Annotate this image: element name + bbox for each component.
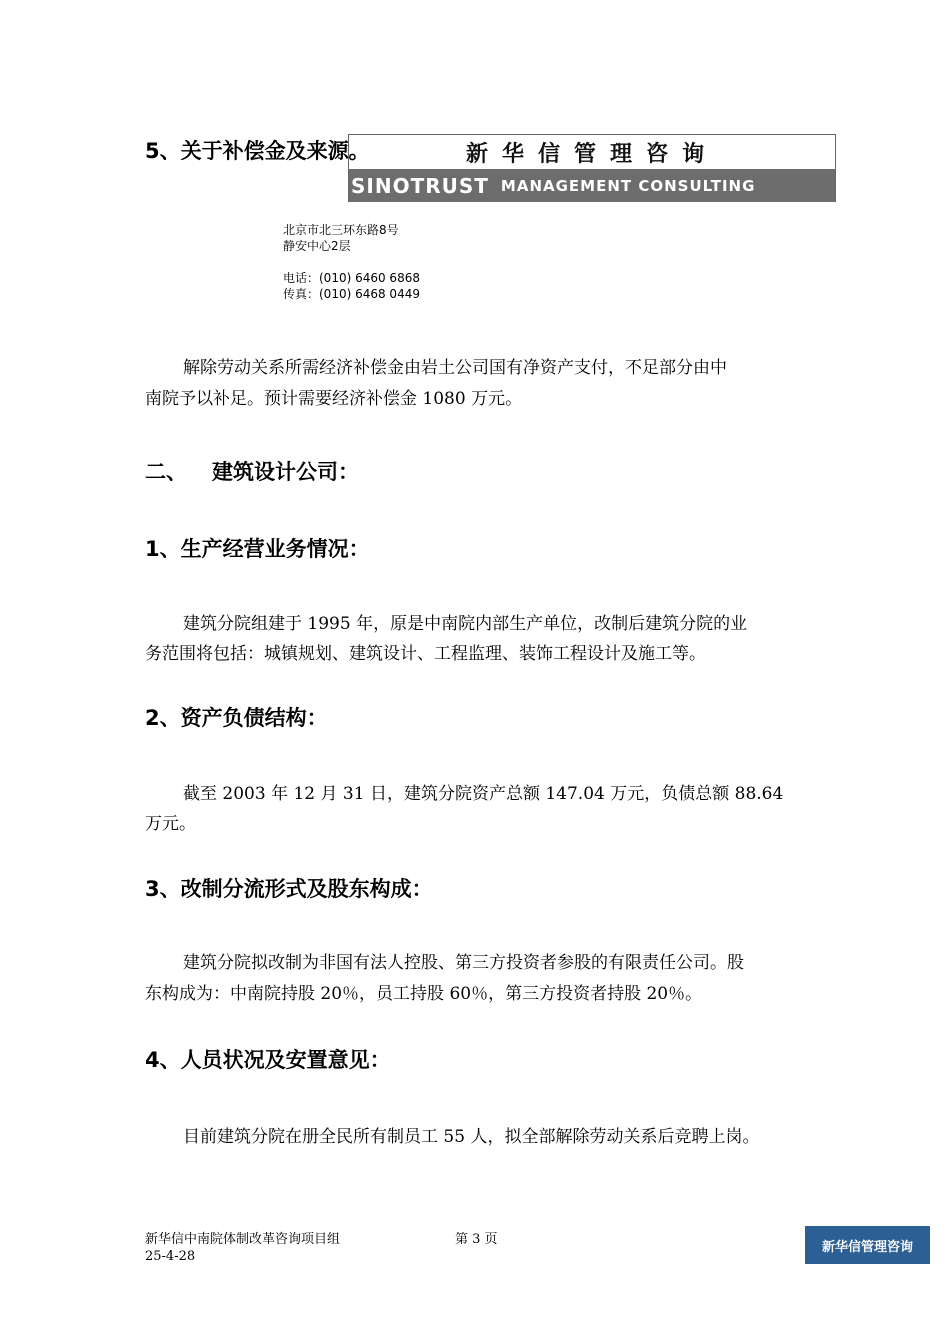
- chapter-title: 建筑设计公司：: [212, 460, 359, 484]
- logo-chinese-name: 新华信管理咨询: [465, 141, 718, 167]
- footer-project-group: 新华信中南院体制改革咨询项目组: [145, 1232, 341, 1247]
- logo-english-bar: [349, 169, 835, 202]
- section-heading: 4、人员状况及安置意见：: [145, 1048, 391, 1072]
- fax-number: 传真：(010) 6468 0449: [283, 287, 420, 301]
- footer-date: 25-4-28: [145, 1249, 196, 1264]
- paragraph-line: 建筑分院拟改制为非国有法人控股、第三方投资者参股的有限责任公司。股: [183, 953, 744, 973]
- page-number: 第 3 页: [455, 1232, 498, 1247]
- paragraph-line: 截至 2003 年 12 月 31 日，建筑分院资产总额 147.04 万元，负债总额 88.64: [183, 784, 784, 804]
- paragraph-line: 万元。: [145, 814, 196, 834]
- footer-brand-badge: 新华信管理咨询: [805, 1226, 930, 1264]
- section-heading: 1、生产经营业务情况：: [145, 537, 370, 561]
- section-heading: 2、资产负债结构：: [145, 706, 328, 730]
- section-heading: 3、改制分流形式及股东构成：: [145, 877, 433, 901]
- paragraph-line: 东构成为：中南院持股 20％，员工持股 60％，第三方投资者持股 20％。: [145, 984, 703, 1004]
- logo-english-name: SINOTRUST: [351, 173, 489, 198]
- paragraph-line: 解除劳动关系所需经济补偿金由岩土公司国有净资产支付，不足部分由中: [183, 358, 727, 378]
- paragraph-line: 目前建筑分院在册全民所有制员工 55 人，拟全部解除劳动关系后竞聘上岗。: [183, 1127, 760, 1147]
- section-5-heading: 5、关于补偿金及来源。: [145, 139, 370, 163]
- chapter-number: 二、: [145, 460, 187, 484]
- paragraph-line: 建筑分院组建于 1995 年，原是中南院内部生产单位，改制后建筑分院的业: [183, 614, 748, 634]
- address-line-2: 静安中心2层: [283, 239, 351, 253]
- logo-english-tagline: MANAGEMENT CONSULTING: [500, 176, 756, 195]
- phone-number: 电话：(010) 6460 6868: [283, 271, 420, 285]
- address-line-1: 北京市北三环东路8号: [283, 223, 399, 237]
- paragraph-line: 务范围将包括：城镇规划、建筑设计、工程监理、装饰工程设计及施工等。: [145, 644, 706, 664]
- company-logo: [348, 134, 836, 202]
- paragraph-line: 南院予以补足。预计需要经济补偿金 1080 万元。: [145, 389, 523, 409]
